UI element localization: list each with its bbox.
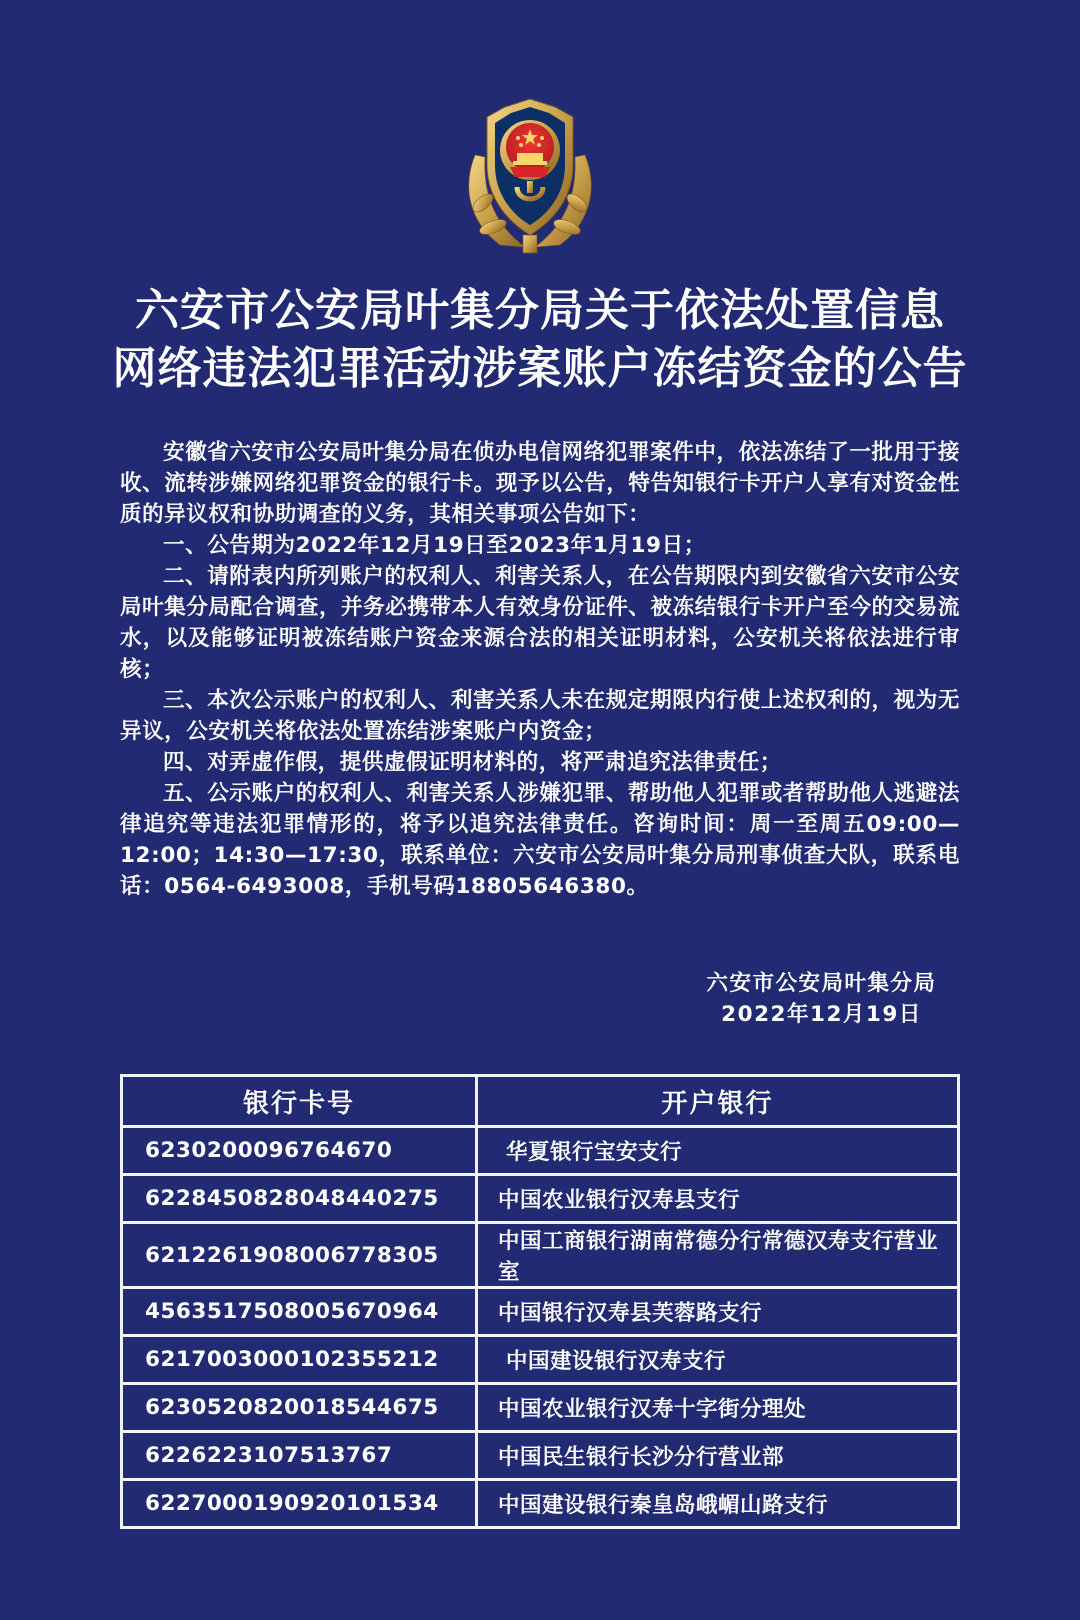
table-row: [122, 1336, 959, 1384]
notice-title: [0, 282, 1080, 398]
card-number: 6226223107513767: [122, 1432, 477, 1480]
table-row: [122, 1223, 959, 1288]
bank-name: 中国民生银行长沙分行营业部: [477, 1432, 959, 1480]
clause-1: 一、公告期为2022年12月19日至2023年1月19日；: [163, 533, 706, 558]
clause-3: 三、本次公示账户的权利人、利害关系人未在规定期限内行使上述权利的，视为无异议，公安机关将依法处置冻结涉案账户内资金；: [120, 688, 960, 744]
title-line-2: 网络违法犯罪活动涉案账户冻结资金的公告: [112, 343, 968, 394]
bank-name: 中国农业银行汉寿十字街分理处: [477, 1384, 959, 1432]
intro-paragraph: 安徽省六安市公安局叶集分局在侦办电信网络犯罪案件中，依法冻结了一批用于接收、流转涉嫌网络犯罪资金的银行卡。现予以公告，特告知银行卡开户人享有对资金性质的异议权和协助调查的义务，其相关事项公告如下：: [120, 440, 960, 527]
notice-body: [120, 437, 960, 902]
clause-2: 二、请附表内所列账户的权利人、利害关系人，在公告期限内到安徽省六安市公安局叶集分局配合调查，并务必携带本人有效身份证件、被冻结银行卡开户至今的交易流水，以及能够证明被冻结账户资金来源合法的相关证明材料，公安机关将依法进行审核；: [120, 564, 960, 682]
table-row: [122, 1480, 959, 1528]
card-number: 6230200096764670: [122, 1127, 477, 1175]
bank-name: 华夏银行宝安支行: [477, 1127, 959, 1175]
table-row: [122, 1432, 959, 1480]
header-bank: 开户银行: [477, 1076, 959, 1127]
bank-name: 中国农业银行汉寿县支行: [477, 1175, 959, 1223]
header-card-number: 银行卡号: [122, 1076, 477, 1127]
bank-name: 中国银行汉寿县芙蓉路支行: [477, 1288, 959, 1336]
card-number: 6230520820018544675: [122, 1384, 477, 1432]
clause-4: 四、对弄虚作假，提供虚假证明材料的，将严肃追究法律责任；: [163, 750, 782, 775]
issuer-name: 六安市公安局叶集分局: [706, 971, 937, 996]
card-number: 6212261908006778305: [122, 1223, 477, 1288]
police-badge-icon: [455, 95, 605, 255]
card-number: 6228450828048440275: [122, 1175, 477, 1223]
table-row: [122, 1175, 959, 1223]
table-row: [122, 1127, 959, 1175]
card-number: 6217003000102355212: [122, 1336, 477, 1384]
table-row: [122, 1384, 959, 1432]
card-number: 6227000190920101534: [122, 1480, 477, 1528]
frozen-accounts-table: [120, 1074, 960, 1529]
clause-5: 五、公示账户的权利人、利害关系人涉嫌犯罪、帮助他人犯罪或者帮助他人逃避法律追究等违法犯罪情形的，将予以追究法律责任。咨询时间：周一至周五09:00—12:00；14:30—17:30，联系单位：六安市公安局叶集分局刑事侦查大队，联系电话：0564-6493008，手机号码18805646380。: [120, 781, 960, 899]
bank-name: 中国建设银行秦皇岛峨嵋山路支行: [477, 1480, 959, 1528]
bank-name: 中国工商银行湖南常德分行常德汉寿支行营业室: [477, 1223, 959, 1288]
bank-name: 中国建设银行汉寿支行: [477, 1336, 959, 1384]
card-number: 4563517508005670964: [122, 1288, 477, 1336]
issue-date: 2022年12月19日: [721, 1002, 922, 1027]
table-row: [122, 1288, 959, 1336]
title-line-1: 六安市公安局叶集分局关于依法处置信息: [135, 285, 945, 336]
table-header-row: [122, 1076, 959, 1127]
signature-block: [680, 968, 963, 1030]
